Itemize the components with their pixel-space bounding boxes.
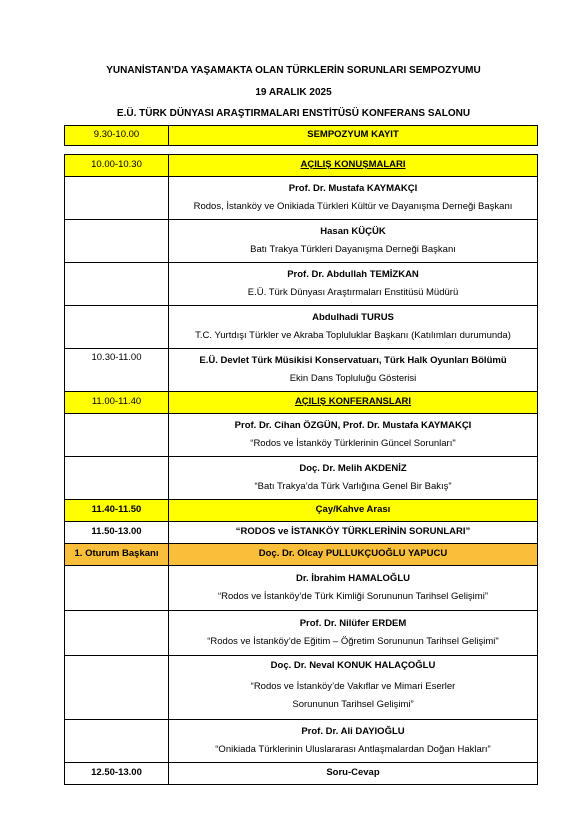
talk-speaker: Prof. Dr. Ali DAYIOĞLU (301, 725, 405, 737)
qa-row (65, 763, 538, 785)
opening-speaker-row (65, 306, 538, 349)
opening-speaker-row (65, 177, 538, 220)
registration-label: SEMPOZYUM KAYIT (169, 126, 538, 146)
dance-subtitle: Ekin Dans Topluluğu Gösterisi (289, 373, 417, 384)
session-talk-row (65, 566, 538, 611)
break-label: Çay/Kahve Arası (169, 500, 538, 522)
speaker-affiliation: Batı Trakya Türkleri Dayanışma Derneği Başkanı (250, 244, 456, 255)
talk-speaker: Dr. İbrahim HAMALOĞLU (295, 572, 410, 584)
opening-label: AÇILIŞ KONUŞMALARI (169, 155, 538, 177)
qa-time: 12.50-13.00 (65, 763, 169, 785)
break-row (65, 500, 538, 522)
registration-row (65, 126, 538, 146)
break-time: 11.40-11.50 (65, 500, 169, 522)
speaker-affiliation: T.C. Yurtdışı Türkler ve Akraba Topluluklar Başkanı (Katılımları durumunda) (195, 330, 511, 341)
session-chair-name: Doç. Dr. Olcay PULLUKÇUOĞLU YAPUCU (169, 544, 538, 566)
dance-time: 10.30-11.00 (65, 349, 169, 392)
document-venue: E.Ü. TÜRK DÜNYASI ARAŞTIRMALARI ENSTİTÜSÜ KONFERANS SALONU (116, 108, 471, 119)
registration-time: 9.30-10.00 (65, 126, 169, 146)
talk-speaker: Doç. Dr. Neval KONUK HALAÇOĞLU (270, 660, 436, 672)
talk-topic: “Rodos ve İstanköy’de Vakıflar ve Mimari Eserler Sorununun Tarihsel Gelişimi” (250, 680, 456, 710)
qa-label: Soru-Cevap (169, 763, 538, 785)
conferences-row (65, 392, 538, 414)
talk-topic: “Rodos ve İstanköy’de Eğitim – Öğretim Sorununun Tarihsel Gelişimi" (207, 636, 499, 647)
speaker-name: Hasan KÜÇÜK (320, 225, 386, 237)
session-chair-row (65, 544, 538, 566)
conferences-label: AÇILIŞ KONFERANSLARI (169, 392, 538, 414)
talk-speaker: Prof. Dr. Nilüfer ERDEM (299, 617, 407, 629)
talk-topic: “Batı Trakya’da Türk Varlığına Genel Bir Bakış” (254, 481, 452, 492)
conferences-time: 11.00-11.40 (65, 392, 169, 414)
session-talk-row (65, 611, 538, 656)
speaker-name: Abdulhadi TURUS (312, 311, 394, 323)
conference-talk-row (65, 414, 538, 457)
session-talk-row (65, 720, 538, 763)
session-title: “RODOS ve İSTANKÖY TÜRKLERİNİN SORUNLARI” (169, 522, 538, 544)
opening-speaker-row (65, 263, 538, 306)
session-time: 11.50-13.00 (65, 522, 169, 544)
speaker-name: Prof. Dr. Mustafa KAYMAKÇI (288, 182, 418, 194)
program-table (64, 154, 538, 785)
registration-table (64, 125, 538, 146)
speaker-affiliation: Rodos, İstanköy ve Onikiada Türkleri Kültür ve Dayanışma Derneği Başkanı (193, 201, 513, 212)
talk-speaker: Doç. Dr. Melih AKDENİZ (299, 462, 407, 474)
talk-topic: “Rodos ve İstanköy’de Türk Kimliği Sorununun Tarihsel Gelişimi” (218, 591, 488, 602)
session-row (65, 522, 538, 544)
session-chair-label: 1. Oturum Başkanı (65, 544, 169, 566)
document-title: YUNANİSTAN’DA YAŞAMAKTA OLAN TÜRKLERİN SORUNLARI SEMPOZYUMU (106, 65, 481, 76)
conference-talk-row (65, 457, 538, 500)
talk-topic: “Onikiada Türklerinin Uluslararası Antlaşmalardan Doğan Hakları” (215, 744, 491, 755)
talk-speaker: Prof. Dr. Cihan ÖZGÜN, Prof. Dr. Mustafa KAYMAKÇI (234, 419, 472, 431)
opening-row (65, 155, 538, 177)
opening-speaker-row (65, 220, 538, 263)
dance-row (65, 349, 538, 392)
session-talk-row (65, 656, 538, 720)
opening-time: 10.00-10.30 (65, 155, 169, 177)
talk-topic: “Rodos ve İstanköy Türklerinin Güncel Sorunları" (250, 438, 456, 449)
speaker-name: Prof. Dr. Abdullah TEMİZKAN (287, 268, 419, 280)
speaker-affiliation: E.Ü. Türk Dünyası Araştırmaları Enstitüsü Müdürü (247, 287, 459, 298)
document-date: 19 ARALIK 2025 (255, 87, 332, 98)
dance-title: E.Ü. Devlet Türk Müsikisi Konservatuarı, Türk Halk Oyunları Bölümü (199, 354, 507, 366)
